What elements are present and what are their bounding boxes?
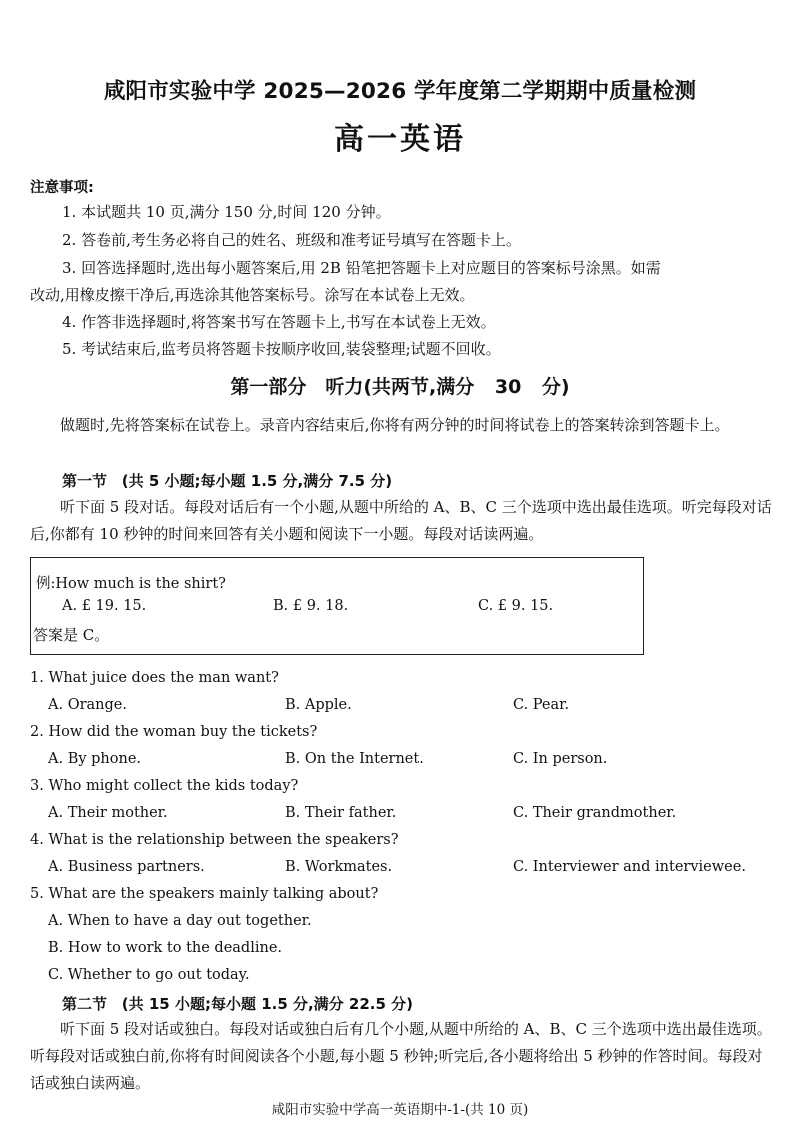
question-stem: 3. Who might collect the kids today?: [30, 778, 299, 794]
example-option-c: C. £ 9. 15.: [478, 598, 554, 614]
question-option-a: A. When to have a day out together.: [48, 913, 312, 929]
question-option-b: B. Workmates.: [285, 859, 393, 875]
part1-heading: 第一部分 听力(共两节,满分 30 分): [230, 376, 570, 398]
example-question: 例:How much is the shirt?: [36, 576, 226, 592]
section2-label: 第二节: [62, 995, 108, 1013]
part1-intro: 做题时,先将答案标在试卷上。录音内容结束后,你将有两分钟的时间将试卷上的答案转涂到答题卡上。: [60, 416, 730, 434]
section1-heading: [62, 470, 392, 491]
question-option-b: B. Apple.: [285, 697, 352, 713]
notes-item: 4. 作答非选择题时,将答案书写在答题卡上,书写在本试卷上无效。: [62, 313, 496, 331]
question-option-b: B. How to work to the deadline.: [48, 940, 283, 956]
question-stem: 5. What are the speakers mainly talking about?: [30, 886, 379, 902]
question-option-c: C. Whether to go out today.: [48, 967, 250, 983]
section1-instructions: 听下面 5 段对话。每段对话后有一个小题,从题中所给的 A、B、C 三个选项中选出最佳选项。听完每段对话后,你都有 10 秒钟的时间来回答有关小题和阅读下一小题。每段对话读两遍。: [30, 498, 772, 543]
question-option-c: C. Pear.: [513, 697, 570, 713]
section2-instructions: 听下面 5 段对话或独白。每段对话或独白后有几个小题,从题中所给的 A、B、C 三个选项中选出最佳选项。听每段对话或独白前,你将有时间阅读各个小题,每小题 5 秒钟;听完后,各小题将给出 5 秒钟的作答时间。每段对话或独白读两遍。: [30, 1020, 772, 1092]
page-footer: 咸阳市实验中学高一英语期中-1-(共 10 页): [271, 1102, 529, 1118]
notes-item: 1. 本试题共 10 页,满分 150 分,时间 120 分钟。: [62, 203, 391, 221]
example-option-a: A. £ 19. 15.: [62, 598, 147, 614]
notes-item-continued: 改动,用橡皮擦干净后,再选涂其他答案标号。涂写在本试卷上无效。: [30, 286, 475, 304]
example-answer: 答案是 C。: [33, 626, 110, 644]
question-stem: 4. What is the relationship between the speakers?: [30, 832, 399, 848]
section2-heading: [62, 993, 413, 1014]
notes-item: 5. 考试结束后,监考员将答题卡按顺序收回,装袋整理;试题不回收。: [62, 340, 501, 358]
exam-title: 咸阳市实验中学 2025—2026 学年度第二学期期中质量检测: [103, 79, 697, 104]
question-option-a: A. Their mother.: [48, 805, 168, 821]
question-stem: 1. What juice does the man want?: [30, 670, 279, 686]
question-option-a: A. By phone.: [48, 751, 142, 767]
example-option-b: B. £ 9. 18.: [273, 598, 349, 614]
question-option-b: B. Their father.: [285, 805, 397, 821]
question-option-a: A. Orange.: [48, 697, 127, 713]
notes-item: 2. 答卷前,考生务必将自己的姓名、班级和准考证号填写在答题卡上。: [62, 231, 521, 249]
question-option-c: C. Interviewer and interviewee.: [513, 859, 746, 875]
section2-info: (共 15 小题;每小题 1.5 分,满分 22.5 分): [121, 995, 413, 1013]
section1-info: (共 5 小题;每小题 1.5 分,满分 7.5 分): [121, 472, 393, 490]
notes-item: 3. 回答选择题时,选出每小题答案后,用 2B 铅笔把答题卡上对应题目的答案标号涂黑。如需: [62, 259, 661, 277]
notes-heading: 注意事项:: [30, 180, 94, 196]
section1-label: 第一节: [62, 472, 108, 490]
exam-subject: 高一英语: [334, 122, 466, 157]
question-stem: 2. How did the woman buy the tickets?: [30, 724, 318, 740]
question-option-c: C. Their grandmother.: [513, 805, 677, 821]
question-option-b: B. On the Internet.: [285, 751, 424, 767]
question-option-a: A. Business partners.: [48, 859, 205, 875]
question-option-c: C. In person.: [513, 751, 608, 767]
